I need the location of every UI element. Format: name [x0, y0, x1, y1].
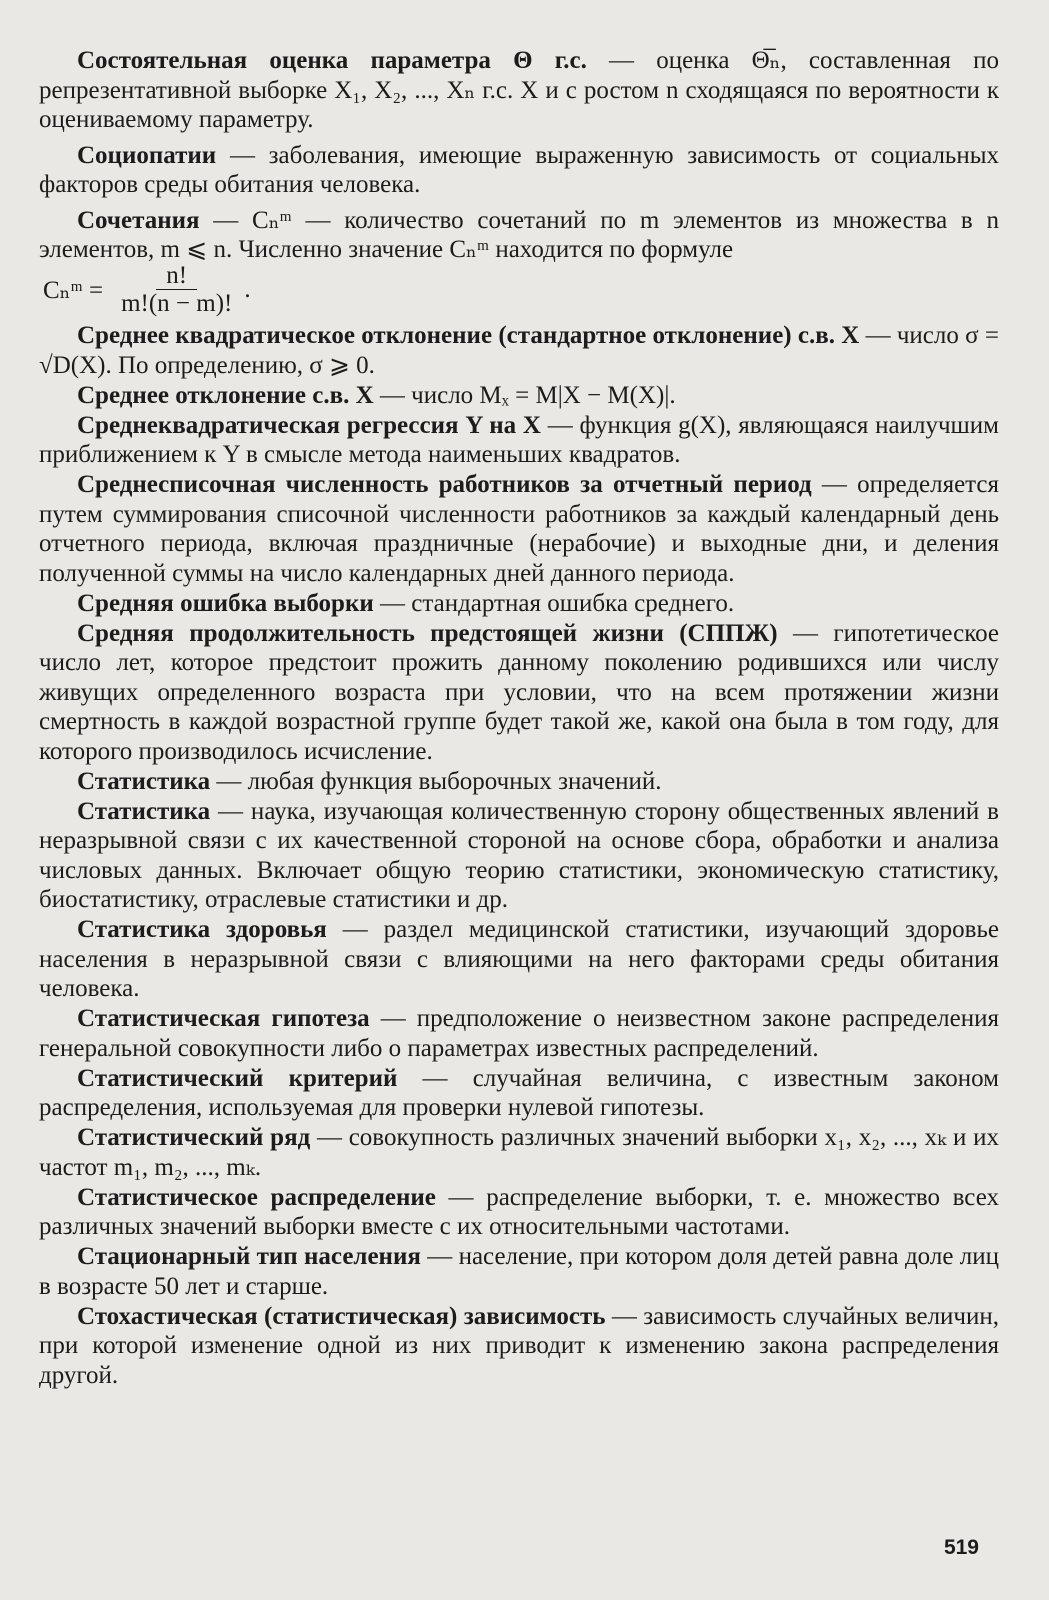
formula-denominator: m!(n − m)!	[121, 289, 233, 317]
entry-term: Социопатии	[77, 141, 217, 169]
entry-definition: — число Mₓ = M|X − M(X)|.	[373, 381, 676, 409]
formula-lhs: Cₙᵐ =	[43, 277, 104, 304]
glossary-entry	[39, 1242, 999, 1301]
formula-fraction	[117, 263, 236, 318]
glossary-entry	[39, 797, 999, 915]
entry-definition: — функция g(X), являющаяся наилучшим приближением к Y в смысле метода наименьших квадратов.	[39, 411, 999, 468]
glossary-entry	[39, 1123, 999, 1182]
entry-definition: — гипотетическое число лет, которое предстоит прожить данному поколению родившихся или числу живущих определенного возраста при условии, что на всем протяжении жизни смертность в каждой возрастной группе будет такой же, какой она была в том году, для которого производилось исчисление.	[39, 619, 999, 765]
entry-term: Состоятельная оценка параметра Θ г.с.	[77, 47, 587, 74]
glossary-entry	[39, 1302, 999, 1391]
entry-term: Статистическое распределение	[77, 1183, 436, 1211]
glossary-entry	[39, 381, 999, 411]
entry-definition: — зависимость случайных величин, при которой изменение одной из них приводит к изменению закона распределения другой.	[39, 1302, 1000, 1389]
entry-term: Среднесписочная численность работников за отчетный период	[77, 471, 812, 498]
glossary-entry	[39, 470, 999, 588]
entry-definition: — население, при котором доля детей равна доле лиц в возрасте 50 лет и старше.	[39, 1243, 1000, 1300]
glossary-entry	[39, 767, 999, 797]
glossary-entry	[39, 589, 999, 619]
entry-definition: — оценка Θ̅ₙ, составленная по репрезентативной выборке X₁, X₂, ..., Xₙ г.с. X и с ростом n сходящаяся по вероятности к оцениваемому параметру.	[39, 47, 999, 133]
entry-term: Среднеквадратическая регрессия Y на X	[77, 411, 541, 439]
entry-term: Статистика	[77, 797, 211, 825]
entry-term: Сочетания	[77, 206, 200, 234]
entry-definition: — Cₙᵐ — количество сочетаний по m элементов из множества в n элементов, m ⩽ n. Численно значение Cₙᵐ находится по формуле	[39, 206, 999, 263]
entry-definition: — предположение о неизвестном законе распределения генеральной совокупности либо о параметрах известных распределений.	[39, 1005, 999, 1062]
entry-term: Стационарный тип населения	[77, 1243, 421, 1270]
entry-term: Статистический ряд	[77, 1124, 311, 1151]
entry-term: Статистика	[77, 767, 211, 795]
combination-formula	[43, 261, 999, 319]
entry-definition: — совокупность различных значений выборки x₁, x₂, ..., xₖ и их частот m₁, m₂, ..., mₖ.	[39, 1124, 999, 1181]
glossary-entry	[39, 46, 999, 135]
glossary-entry	[39, 619, 999, 767]
entry-definition: — число σ = √D(X). По определению, σ ⩾ 0.	[39, 322, 999, 379]
page-number: 519	[943, 1536, 979, 1559]
entry-term: Статистическая гипотеза	[77, 1005, 370, 1032]
entry-term: Статистический критерий	[77, 1064, 398, 1092]
glossary-entry	[39, 915, 999, 1004]
glossary-entry	[39, 141, 999, 200]
entry-definition: — стандартная ошибка среднего.	[373, 589, 735, 617]
entry-term: Статистика здоровья	[77, 916, 327, 943]
formula-numerator: n!	[156, 263, 197, 290]
entry-definition: — заболевания, имеющие выраженную зависимость от социальных факторов среды обитания человека.	[39, 141, 999, 198]
entry-definition: — любая функция выборочных значений.	[210, 767, 662, 795]
glossary-entry	[39, 1064, 999, 1123]
glossary-entry	[39, 411, 999, 470]
entry-definition: — наука, изучающая количественную сторону общественных явлений в неразрывной связи с их качественной стороной на основе сбора, обработки и анализа числовых данных. Включает общую теорию статистики, экономическую статистику, биостатистику, отраслевые статистики и др.	[39, 797, 999, 913]
entry-definition: — распределение выборки, т. е. множество всех различных значений выборки вместе с их относительными частотами.	[39, 1183, 999, 1240]
entry-term: Среднее квадратическое отклонение (стандартное отклонение) с.в. X	[77, 322, 860, 349]
entry-term: Среднее отклонение с.в. X	[77, 381, 374, 409]
glossary-entries	[39, 46, 999, 1390]
entry-term: Стохастическая (статистическая) зависимость	[77, 1302, 606, 1330]
formula-end: .	[244, 276, 251, 303]
entry-term: Средняя ошибка выборки	[77, 589, 374, 617]
entry-term: Средняя продолжительность предстоящей жизни (СППЖ)	[77, 619, 778, 647]
glossary-entry	[39, 321, 999, 380]
entry-definition: — случайная величина, с известным законом распределения, используемая для проверки нулевой гипотезы.	[39, 1064, 999, 1121]
entry-definition: — раздел медицинской статистики, изучающий здоровье населения в неразрывной связи с влияющими на него факторами среды обитания человека.	[39, 916, 999, 1002]
glossary-entry	[39, 206, 999, 265]
glossary-entry	[39, 1183, 999, 1242]
entry-definition: — определяется путем суммирования списочной численности работников за каждый календарный день отчетного периода, включая праздничные (нерабочие) и выходные дни, и деления полученной суммы на число календарных дней данного периода.	[39, 471, 999, 587]
glossary-entry	[39, 1004, 999, 1063]
